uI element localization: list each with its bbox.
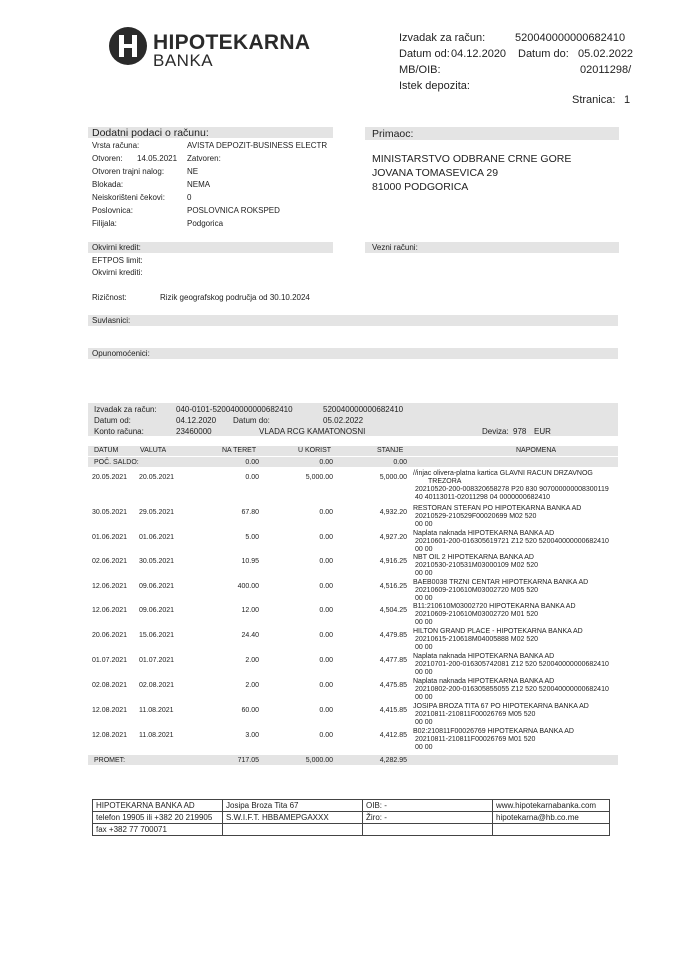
row-napomena-line: Naplata naknada HIPOTEKARNA BANKA AD: [413, 678, 555, 685]
row-napomena-line: 00 00: [415, 744, 433, 751]
primaoc-title: Primaoc:: [372, 128, 414, 140]
logo-subtitle: BANKA: [153, 51, 214, 70]
opening-korist: 0.00: [319, 459, 333, 466]
konto-naziv: VLADA RCG KAMATONOSNI: [259, 427, 366, 436]
datum-od-label: Datum od:: [399, 48, 450, 60]
row-napomena-line: B02:210811F00026769 HIPOTEKARNA BANKA AD: [413, 728, 574, 735]
footer-telefon: telefon 19905 ili +382 20 219905: [93, 812, 223, 824]
mboib-value: 02011298/: [580, 64, 632, 76]
row-stanje: 4,412.85: [379, 732, 407, 739]
otvoren-value: 14.05.2021: [137, 154, 178, 163]
row-valuta: 29.05.2021: [139, 509, 175, 516]
row-korist: 5,000.00: [305, 474, 333, 481]
row-napomena-line: 20210529-210529F00020699 M02 520: [415, 513, 537, 520]
footer-swift: S.W.I.F.T. HBBAMEPGAXXX: [223, 812, 363, 824]
row-napomena-line: TREZORA: [428, 478, 462, 485]
row-valuta: 20.05.2021: [139, 474, 175, 481]
row-stanje: 4,516.25: [379, 583, 407, 590]
izvadak2-do: 05.02.2022: [323, 416, 364, 425]
footer-fax: fax +382 77 700071: [93, 824, 223, 836]
opunomocenici-label: Opunomoćenici:: [92, 349, 150, 358]
datum-do-value: 05.02.2022: [578, 48, 634, 60]
row-napomena-line: 00 00: [415, 694, 433, 701]
row-napomena-line: 20210530-210531M03000109 M02 520: [415, 562, 538, 569]
dodatni-title: Dodatni podaci o računu:: [92, 127, 209, 139]
row-korist: 0.00: [319, 732, 333, 739]
deviza-value: EUR: [534, 427, 551, 436]
row-stanje: 4,477.85: [379, 657, 407, 664]
row-datum: 30.05.2021: [92, 509, 128, 516]
row-valuta: 02.08.2021: [139, 682, 175, 689]
primaoc-line3: 81000 PODGORICA: [372, 181, 469, 193]
footer-ziro: Žiro: -: [363, 812, 493, 824]
row-korist: 0.00: [319, 657, 333, 664]
suvlasnici-label: Suvlasnici:: [92, 316, 131, 325]
row-napomena-line: 20210811-210811F00026769 M05 520: [415, 711, 536, 718]
row-napomena-line: 00 00: [415, 595, 433, 602]
row-napomena-line: 40 40113011-02011298 04 0000000682410: [415, 494, 551, 501]
footer-oib: OIB: -: [363, 800, 493, 812]
row-napomena-line: HILTON GRAND PLACE - HIPOTEKARNA BANKA AD: [413, 628, 583, 635]
dodatni-value: NEMA: [187, 180, 211, 189]
row-teret: 10.95: [241, 558, 259, 565]
row-napomena-line: 00 00: [415, 644, 433, 651]
row-teret: 67.80: [241, 509, 259, 516]
opening-teret: 0.00: [245, 459, 259, 466]
row-valuta: 01.07.2021: [139, 657, 175, 664]
dodatni-label: Otvoren trajni nalog:: [92, 167, 165, 176]
row-valuta: 11.08.2021: [139, 707, 174, 714]
mboib-label: MB/OIB:: [399, 64, 441, 76]
eftpos-label: EFTPOS limit:: [92, 256, 143, 265]
dodatni-value: 0: [187, 193, 192, 202]
izvadak-value: 520040000000682410: [515, 32, 626, 44]
konto-label: Konto računa:: [94, 427, 144, 436]
row-napomena-line: JOSIPA BROZA TITA 67 PO HIPOTEKARNA BANKA AD: [413, 703, 589, 710]
row-napomena-line: 20210609-210610M03002720 M01 520: [415, 611, 538, 618]
logo-title: HIPOTEKARNA: [153, 31, 311, 54]
zatvoren-label: Zatvoren:: [187, 154, 221, 163]
row-teret: 2.00: [245, 682, 259, 689]
rizicnost-label: Rizičnost:: [92, 293, 127, 302]
datum-od-value: 04.12.2020: [451, 48, 507, 60]
izvadak2-do-label: Datum do:: [233, 416, 270, 425]
row-napomena-line: 00 00: [415, 546, 433, 553]
row-datum: 01.07.2021: [92, 657, 128, 664]
col-teret: NA TERET: [222, 447, 257, 454]
row-stanje: 4,415.85: [379, 707, 407, 714]
row-napomena-line: 20210615-210618M04005888 M02 520: [415, 636, 538, 643]
row-stanje: 4,932.20: [379, 509, 407, 516]
row-stanje: 4,927.20: [379, 534, 407, 541]
otvoren-label: Otvoren:: [92, 154, 123, 163]
row-datum: 12.08.2021: [92, 732, 128, 739]
izvadak2-label: Izvadak za račun:: [94, 405, 157, 414]
row-datum: 02.06.2021: [92, 558, 128, 565]
row-korist: 0.00: [319, 682, 333, 689]
row-napomena-line: 00 00: [415, 570, 433, 577]
row-teret: 2.00: [245, 657, 259, 664]
row-napomena-line: 20210802-200-016305855055 Z12 520 520040000000682410: [415, 686, 609, 693]
footer-web[interactable]: www.hipotekarnabanka.com: [493, 800, 610, 812]
row-stanje: 4,479.85: [379, 632, 407, 639]
dodatni-label: Poslovnica:: [92, 206, 133, 215]
row-napomena-line: 20210520-200-008320658278 P20 830 907000000008300119: [415, 486, 609, 493]
row-datum: 20.05.2021: [92, 474, 128, 481]
row-napomena-line: //injac olivera-platna kartica GLAVNI RACUN DRZAVNOG: [413, 470, 593, 477]
opening-stanje: 0.00: [393, 459, 407, 466]
primaoc-line1: MINISTARSTVO ODBRANE CRNE GORE: [372, 153, 572, 165]
rizicnost-value: Rizik geografskog područja od 30.10.2024: [160, 293, 310, 302]
row-korist: 0.00: [319, 534, 333, 541]
izvadak2-acc1: 040-0101-520040000000682410: [176, 405, 293, 414]
col-stanje: STANJE: [377, 447, 404, 454]
row-napomena-line: Naplata naknada HIPOTEKARNA BANKA AD: [413, 653, 555, 660]
stranica-label: Stranica:: [572, 94, 616, 106]
izvadak2-od: 04.12.2020: [176, 416, 217, 425]
primaoc-line2: JOVANA TOMASEVICA 29: [372, 167, 499, 179]
dodatni-value: NE: [187, 167, 199, 176]
stranica-value: 1: [624, 94, 631, 106]
row-napomena-line: B11:210610M03002720 HIPOTEKARNA BANKA AD: [413, 603, 576, 610]
row-stanje: 4,916.25: [379, 558, 407, 565]
row-teret: 3.00: [245, 732, 259, 739]
row-napomena-line: BAEB0038 TRZNI CENTAR HIPOTEKARNA BANKA AD: [413, 579, 589, 586]
konto-value: 23460000: [176, 427, 212, 436]
row-korist: 0.00: [319, 583, 333, 590]
deviza-code: 978: [513, 427, 527, 436]
promet-label: PROMET:: [94, 757, 126, 764]
row-valuta: 15.06.2021: [139, 632, 175, 639]
dodatni-label: Filijala:: [92, 219, 117, 228]
row-napomena-line: 00 00: [415, 669, 433, 676]
row-stanje: 4,504.25: [379, 607, 407, 614]
row-napomena-line: 20210601-200-016305619721 Z12 520 520040000000682410: [415, 538, 609, 545]
row-napomena-line: 20210811-210811F00026769 M01 520: [415, 736, 536, 743]
row-stanje: 5,000.00: [379, 474, 407, 481]
promet-teret: 717.05: [237, 757, 259, 764]
datum-do-label: Datum do:: [518, 48, 569, 60]
col-napomena: NAPOMENA: [516, 447, 557, 454]
row-stanje: 4,475.85: [379, 682, 407, 689]
dodatni-label: Neiskorišteni čekovi:: [92, 193, 165, 202]
promet-stanje: 4,282.95: [379, 757, 407, 764]
dodatni-value: POSLOVNICA ROKSPED: [187, 206, 280, 215]
row-napomena-line: RESTORAN STEFAN PO HIPOTEKARNA BANKA AD: [413, 505, 582, 512]
dodatni-label: Vrsta računa:: [92, 141, 140, 150]
row-datum: 01.06.2021: [92, 534, 128, 541]
okvirni-krediti-label: Okvirni krediti:: [92, 268, 143, 277]
row-teret: 60.00: [241, 707, 259, 714]
row-korist: 0.00: [319, 509, 333, 516]
col-datum: DATUM: [94, 447, 119, 454]
row-korist: 0.00: [319, 558, 333, 565]
dodatni-value: Podgorica: [187, 219, 224, 228]
row-napomena-line: 20210609-210610M03002720 M05 520: [415, 587, 538, 594]
footer-email[interactable]: hipotekarna@hb.co.me: [493, 812, 610, 824]
row-datum: 12.06.2021: [92, 607, 128, 614]
deviza-label: Deviza:: [482, 427, 509, 436]
col-valuta: VALUTA: [140, 447, 167, 454]
row-teret: 5.00: [245, 534, 259, 541]
row-napomena-line: NBT OIL 2 HIPOTEKARNA BANKA AD: [413, 554, 534, 561]
bank-logo-icon: [108, 26, 148, 66]
row-datum: 12.08.2021: [92, 707, 128, 714]
footer-bank: HIPOTEKARNA BANKA AD: [93, 800, 223, 812]
row-datum: 20.06.2021: [92, 632, 128, 639]
footer-table: [92, 799, 610, 836]
dodatni-label: Blokada:: [92, 180, 124, 189]
row-korist: 0.00: [319, 607, 333, 614]
row-valuta: 11.08.2021: [139, 732, 174, 739]
istek-label: Istek depozita:: [399, 80, 470, 92]
row-napomena-line: 00 00: [415, 521, 433, 528]
row-valuta: 30.05.2021: [139, 558, 175, 565]
footer-address: Josipa Broza Tita 67: [223, 800, 363, 812]
izvadak2-acc2: 520040000000682410: [323, 405, 404, 414]
row-teret: 24.40: [241, 632, 259, 639]
row-napomena-line: 00 00: [415, 719, 433, 726]
row-teret: 0.00: [245, 474, 259, 481]
row-korist: 0.00: [319, 707, 333, 714]
promet-korist: 5,000.00: [305, 757, 333, 764]
row-napomena-line: 00 00: [415, 619, 433, 626]
row-datum: 02.08.2021: [92, 682, 128, 689]
row-valuta: 09.06.2021: [139, 607, 175, 614]
vezni-label: Vezni računi:: [372, 243, 418, 252]
col-korist: U KORIST: [298, 447, 332, 454]
row-korist: 0.00: [319, 632, 333, 639]
row-napomena-line: 20210701-200-016305742081 Z12 520 520040000000682410: [415, 661, 609, 668]
izvadak-label: Izvadak za račun:: [399, 32, 486, 44]
dodatni-value: AVISTA DEPOZIT-BUSINESS ELECTR: [187, 141, 328, 150]
row-teret: 12.00: [241, 607, 259, 614]
row-teret: 400.00: [237, 583, 259, 590]
row-valuta: 09.06.2021: [139, 583, 175, 590]
row-napomena-line: Naplata naknada HIPOTEKARNA BANKA AD: [413, 530, 555, 537]
okvirni-kredit-label: Okvirni kredit:: [92, 243, 141, 252]
row-valuta: 01.06.2021: [139, 534, 175, 541]
izvadak2-od-label: Datum od:: [94, 416, 131, 425]
row-datum: 12.06.2021: [92, 583, 128, 590]
opening-label: POČ. SALDO:: [94, 459, 139, 466]
